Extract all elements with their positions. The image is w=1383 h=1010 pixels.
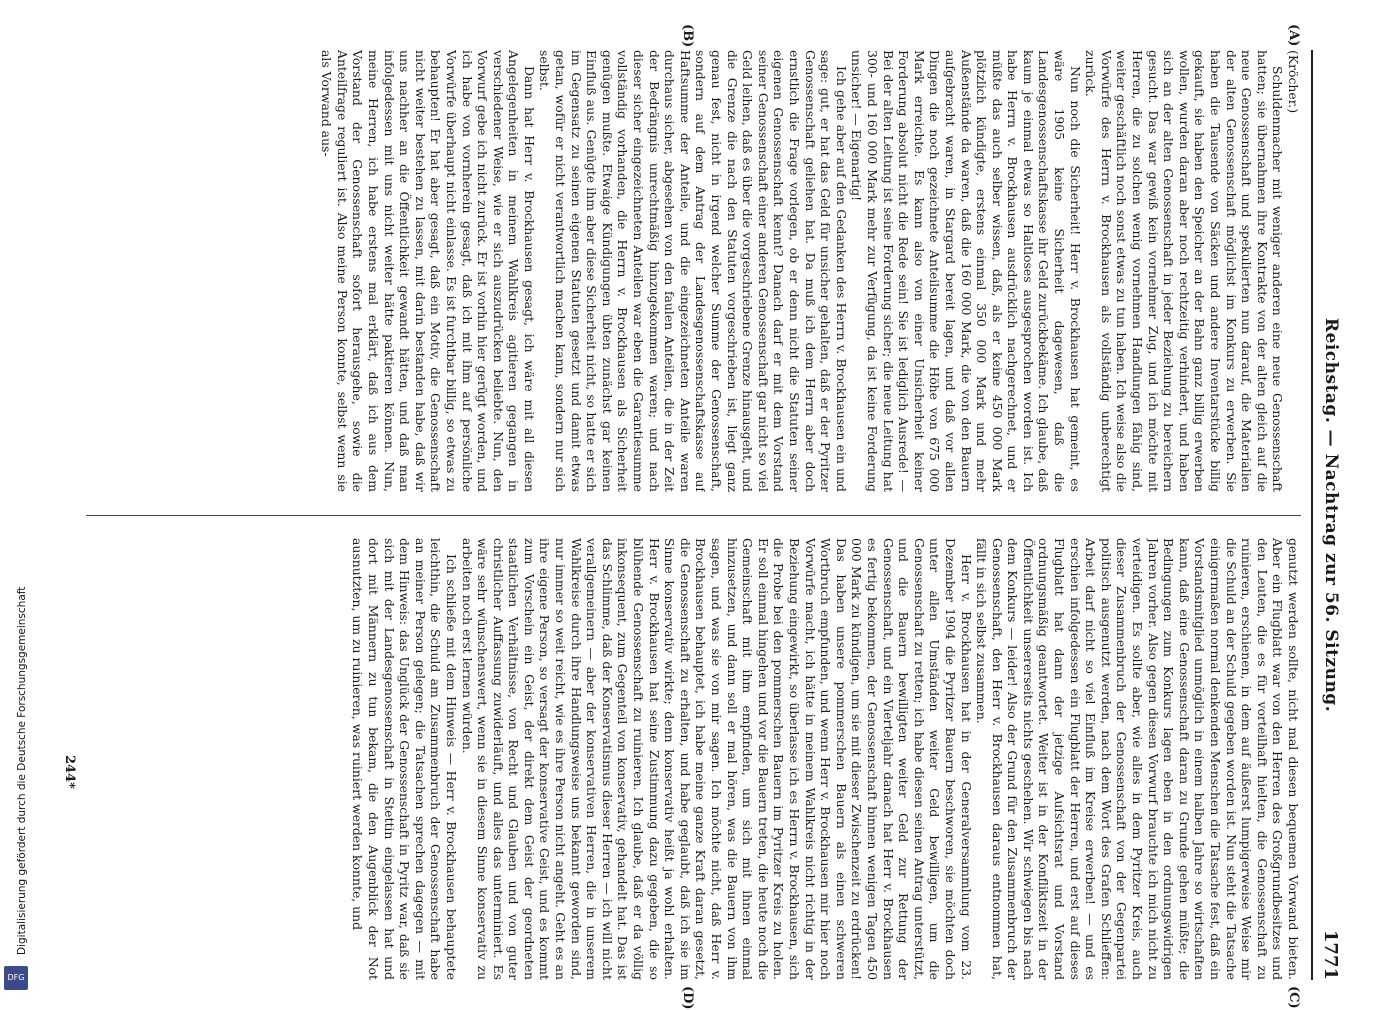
left-column: [86, 50, 1301, 492]
margin-mark-b: (B): [680, 24, 695, 48]
running-head: [1315, 50, 1345, 980]
page-number: 1771: [1320, 929, 1341, 980]
left-paragraph-4: Dann hat Herr v. Brockhausen gesagt, ich wäre mit all diesen Angelegenheiten in meinem Wahlkreis agitieren gegangen in verschiedener Weise, wie er sich auszudrücken beliebte. Nun, den Vorwurf gebe ich nicht zurück. Er ist vorhin hier gerügt worden, und ich habe von vornherein gesagt, daß ich mit ihm auf persönliche Vorwürfe überhaupt nicht einlasse. Es ist furchtbar billig, so etwas zu behaupten! Er hat aber gesagt, daß ein Motiv, die Genossenschaft nicht weiter bestehen zu lassen, mit darin bestanden habe, daß wir uns nachher an die Öffentlichkeit gewandt hätten, und daß man infolgedessen mit uns nicht weiter hätte paktieren können. Nun, meine Herren, ich habe erstens mal erklärt, daß ich aus dem Vorstand der Genossenschaft sofort herausgehe, sowie die Anteilfrage reguliert ist. Also meine Person konnte, selbst wenn sie als Vorwand aus-: [319, 50, 537, 492]
header-rule: [1311, 50, 1313, 980]
right-paragraph-2: Herr v. Brockhausen hat in der Generalversammlung vom 23. Dezember 1904 die Pyritzer Bauern beschworen, sie möchten doch unter allen Umständen weiter Geld bewilligen, um die Genossenschaft zu retten; ich habe diesen seinen Antrag unterstützt, und die Bauern bewilligten weiter Geld zur Rettung der Genossenschaft, und ein Vierteljahr danach hat Herr v. Brockhausen es fertig bekommen, der Genossenschaft binnen wenigen Tagen 450 000 Mark zu kündigen, um sie mit dieser Zwischenzeit zu erdrücken! Das haben unsere pommerschen Bauern als einen schweren Wortbruch empfunden, und wenn Herr v. Brockhausen mir hier noch Vorwürfe macht, ich hätte in meinem Wahlkreis nicht richtig in der Beziehung eingewirkt, so überlasse ich es Herrn v. Brockhausen, sich die Probe bei den pommerschen Bauern im Pyritzer Kreis zu holen. Er soll einmal hingehen und vor die Bauern treten, die heute noch die Gemeinschaft mit ihm empfinden, um sich mit ihnen einmal hinzusetzen, und dann soll er mal hören, was die Bauern von ihm sagen, und was sie von mir sagen. Ich möchte nicht, daß Herr v. Brockhausen behauptet, ich habe meine ganze Kraft daran gesetzt, die Genossenschaft zu erhalten, und habe geglaubt, daß ich sie im Sinne konservativ wirkte; denn konservativ heißt ja wohl erhalten. Herr v. Brockhausen hat seine Zustimmung dazu gegeben, die so blühende Genossenschaft zu ruinieren. Ich glaube, daß er da völlig inkonsequent, zum Gegenteil von konservativ, gehandelt hat. Das ist das Schlimme, daß der Konservatismus dieser Herren — ich will nicht verallgemeinern — aber der konservativen Herren, die in unserem Wahlkreise durch ihre Handlungsweise uns bekannt geworden sind, nur immer so weit reicht, wie es ihre Person nicht angeht. Geht es an ihre eigene Person, so versagt der konservative Geist, und es kommt zum Vorschein ein Geist, der direkt dem Geist der geordneten staatlichen Verhältnisse, von Recht und Glauben und von guter christlicher Auffassung zuwiderläuft, und alles das unterminiert. Es wäre sehr wünschenswert, wenn sie in diesem Sinne konservativ zu arbeiten noch erst lernen würden.: [459, 538, 974, 980]
margin-mark-d: (D): [680, 986, 695, 1010]
speaker-label: (Kröcher.): [1286, 50, 1301, 114]
margin-mark-c: (C): [1286, 986, 1301, 1009]
column-divider: [86, 515, 1301, 516]
left-paragraph-3: Ich gehe aber auf den Gedanken des Herrn v. Brockhausen ein und sage: gut, er hat das Geld für unsicher gehalten, daß er der Pyritzer Genossenschaft geliehen hat. Da muß ich dem Herrn aber doch ernstlich die Frage vorlegen, ob er denn nicht die Statuten seiner eigenen Genossenschaft kennt? Danach darf er mit dem Vorstand seiner Genossenschaft einer anderen Genossenschaft gar nicht so viel Geld leihen, daß es über die vorgeschriebene Grenze hinausgeht, und die Grenze die nach den Statuten vorgeschrieben ist, liegt ganz genau fest, nicht in irgend welcher Summe der Genossenschaft, sondern auf dem Antrag der Landesgenossenschaftskasse auf Haftsumme der Anteile, und die eingezeichneten Anteile waren durchaus sicher, abgesehen von den faulen Anteilen, die in der Zeit der Bedrängnis unrechtmäßig hinzugekommen waren; und nach dieser sicher eingezeichneten Anteilen war eben die Garantiesumme vollständig vorhanden, die Herrn v. Brockhausen als Sicherheit genügen mußte. Etwaige Kündigungen übten zunächst gar keinen Einfluß aus. Genügte ihm aber diese Sicherheit nicht, so hatte er sich im Gegensatz zu seinen eigenen Statuten gesetzt und damit etwas getan, wofür er nicht verantwortlich machen kann, sondern nur sich selbst.: [537, 50, 849, 492]
document-page: [35, 24, 1345, 1010]
dfg-logo-icon: DFG: [4, 966, 28, 990]
digitization-credit: Digitalisierung gefördert durch die Deutsche Forschungsgemeinschaft: [16, 586, 28, 955]
left-paragraph-2: Nun noch die Sicherheit! Herr v. Brockhausen hat gemeint, es wäre 1905 keine Sicherheit dagewesen, daß die Landesgenossenschaftskasse ihr Geld zurückbekäme. Ich glaube, daß kaum je einmal etwas so Haltloses ausgesprochen worden ist. Ich habe Herrn v. Brockhausen ausdrücklich nachgerechnet, und er müßte das auch selber wissen, daß, als er keine 450 000 Mark plötzlich kündigte, erstens einmal 350 000 Mark und mehr Außenstände da waren, daß die 160 000 Mark, die von den Bauern aufgebracht waren, in Stargard bereit lagen, und daß vor allen Dingen die noch gezeichnete Anteilsumme die Höhe von 675 000 Mark erreichte. Es kann also von einer Unsicherheit keiner Forderung absolut nicht die Rede sein! Sie ist lediglich Ausrede! — Bei der alten Leitung ist seine Forderung sicher; die neue Leitung hat 300- und 160 000 Mark mehr zur Verfügung, da ist keine Forderung unsicher! — Eigenartig!: [849, 50, 1083, 492]
left-paragraph-1: Schuldenmacher mit weniger anderen eine neue Genossenschaft hatten; sie übernahmen ihre Kontrakte von der alten gleich auf die neue Genossenschaft und spekulierten nun darauf, die Materialien der alten Genossenschaft möglichst im Konkurs zu erwerben. Sie haben die Tausende von Säcken und andere Inventarstücke billig gekauft, sie haben den Speicher an der Bahn ganz billig erwerben wollen, wurden daran aber noch rechtzeitig verhindert, und haben sich an der alten Genossenschaft in jeder Beziehung zu bereichern gesucht. Das war gewiß kein vornehmer Zug, und ich möchte mit Herren, die zu solchen wenig vornehmen Handlungen fähig sind, weiter geschäftlich noch sonst etwas zu tun haben. Ich weise also die Vorwürfe des Herrn v. Brockhausen als vollständig unberechtigt zurück.: [1083, 50, 1286, 492]
signature-mark: 244*: [62, 755, 77, 789]
margin-mark-a: (A): [1286, 24, 1301, 47]
running-head-title: Reichstag. — Nachtrag zur 56. Sitzung.: [1321, 317, 1341, 713]
right-paragraph-1: genutzt werden sollte, nicht mal diesen bequemen Vorwand bieten. Aber ein Flugblatt war von den Herren des Großgrundbesitzes und den Leuten, die es für vorteilhaft hielten, die Genossenschaft zu ruinieren, erschienen, in dem auf äußerst lumpigerweise Weise mir die Schuld an der Schuld gegeben worden ist. Nun steht die Tatsache einigermaßen normal denkenden Menschen die Tatsache fest, daß ein Vorstandsmitglied unmöglich in einem halben Jahre so wirtschaften kann, daß eine Genossenschaft daran zu Grunde gehen müßte; die Bedingungen zum Konkurs lagen eben in den ordnungswidrigen Jahren vorher. Also gegen diesen Vorwurf brauchte ich mich nicht zu verteidigen. Es sollte aber, wie alles in dem Pyritzer Kreis, auch dieser Zusammenbruch der Genossenschaft von der Gegenpartei politisch ausgenutzt werden, nach dem Wort des Grafen Schlieffen: Arbeit darf nicht so viel Einfluß im Kreise erwerben! — und es erschien infolgedessen ein Flugblatt der Herren, und erst auf dieses Flugblatt hat dann der jetzige Aufsichtsrat und Vorstand ordnungsmäßig geantwortet. Weiter ist in der Konfliktszeit in der Öffentlichkeit unsererseits nichts geschehen. Wir schwiegen bis nach dem Konkurs — leider! Also der Grund für den Zusammenbruch der Genossenschaft, den Herr v. Brockhausen daraus entnommen hat, fällt in sich selbst zusammen.: [974, 538, 1301, 980]
right-paragraph-3: Ich schließe mit dem Hinweis — Herr v. Brockhausen behauptete leichthin, die Schuld am Zusammenbruch der Genossenschaft habe an meiner Person gelegen; die Tatsachen sprechen dagegen — mit dem Hinweis: das Unglück der Genossenschaft in Pyritz war, daß sie sich mit der Landesgenossenschaft in Stettin eingelassen hat und dort mit Männern zu tun bekam, die den Augenblick der Not ausnutzten, um zu ruinieren, was ruiniert werden konnte, und: [350, 538, 459, 980]
right-column: [86, 538, 1301, 980]
